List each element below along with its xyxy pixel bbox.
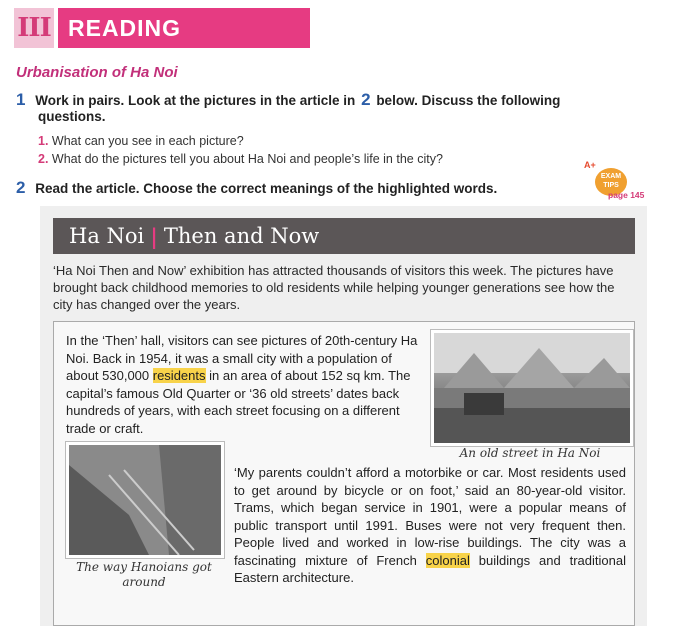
question-2: [38, 152, 443, 166]
task-1: [16, 92, 656, 125]
old-street-photo: [431, 330, 633, 446]
paragraph-1-after: in an area of about 152 sq km. The capital’s famous Old Quarter or ‘36 old streets’ dates back hundreds of years, with each street focusing on a different trade or craft.: [66, 368, 411, 436]
task-1-ref-number: 2: [361, 90, 371, 109]
question-1-text: What can you see in each picture?: [51, 134, 244, 148]
article-title: [53, 218, 635, 254]
exam-tips-badge[interactable]: [582, 160, 645, 204]
question-2-text: What do the pictures tell you about Ha Noi and people’s life in the city?: [51, 152, 443, 166]
paragraph-2: [234, 464, 626, 587]
paragraph-1: [66, 332, 424, 437]
hanoians-transport-photo: [66, 442, 224, 558]
article: [40, 206, 647, 626]
question-2-number: 2.: [38, 152, 49, 166]
question-1: [38, 134, 244, 148]
hanoians-transport-photo-icon: [69, 445, 221, 555]
section-number: III: [14, 8, 54, 48]
highlighted-word-colonial[interactable]: colonial: [425, 552, 470, 568]
badge-line1: EXAM: [600, 173, 622, 180]
paragraph-2-after: buildings and traditional Eastern architecture.: [234, 552, 626, 585]
old-street-photo-icon: [434, 333, 630, 443]
section-header: [14, 8, 310, 48]
task-2-text: Read the article. Choose the correct meanings of the highlighted words.: [35, 181, 498, 196]
question-1-number: 1.: [38, 134, 49, 148]
task-1-number: 1: [16, 90, 26, 109]
caption-hanoians-line2: around: [122, 575, 166, 589]
lesson-subtitle: Urbanisation of Ha Noi: [16, 64, 178, 81]
section-title: READING: [58, 8, 310, 48]
page-reference: page 145: [608, 190, 645, 200]
caption-hanoians-line1: The way Hanoians got: [76, 560, 212, 574]
paragraph-1-before: In the ‘Then’ hall, visitors can see pictures of 20th-century Ha Noi. Back in 1954, it was a small city with a population of about 530,000: [66, 333, 418, 383]
task-2-number: 2: [16, 178, 26, 197]
caption-hanoians: [66, 560, 222, 590]
task-1-text: Work in pairs. Look at the pictures in the article in: [35, 93, 356, 108]
article-body-box: [53, 321, 635, 626]
task-2: [16, 178, 497, 198]
caption-old-street: An old street in Ha Noi: [459, 446, 601, 460]
article-title-left: Ha Noi: [69, 224, 145, 248]
badge-line2: TIPS: [603, 182, 619, 189]
article-intro: ‘Ha Noi Then and Now’ exhibition has attracted thousands of visitors this week. The pictures have brought back childhood memories to old residents while helping younger generations see how the city has changed over the years.: [53, 263, 615, 312]
title-divider: |: [150, 223, 158, 249]
task-1-text-line2: questions.: [38, 109, 106, 124]
article-title-right: Then and Now: [163, 224, 320, 248]
highlighted-word-residents[interactable]: residents: [152, 368, 206, 383]
task-1-text-end: below. Discuss the following: [376, 93, 561, 108]
aplus-label: A+: [584, 160, 596, 170]
paragraph-2-before: ‘My parents couldn’t afford a motorbike or car. Most residents used to get around by bicycle or on foot,’ said an 80-year-old visitor. Trams, which began service in 1901, were a popular means of public transport until 1991. Buses were not very frequent then. People lived and worked in low-rise buildings. The city was a fascinating mixture of French: [234, 465, 626, 568]
